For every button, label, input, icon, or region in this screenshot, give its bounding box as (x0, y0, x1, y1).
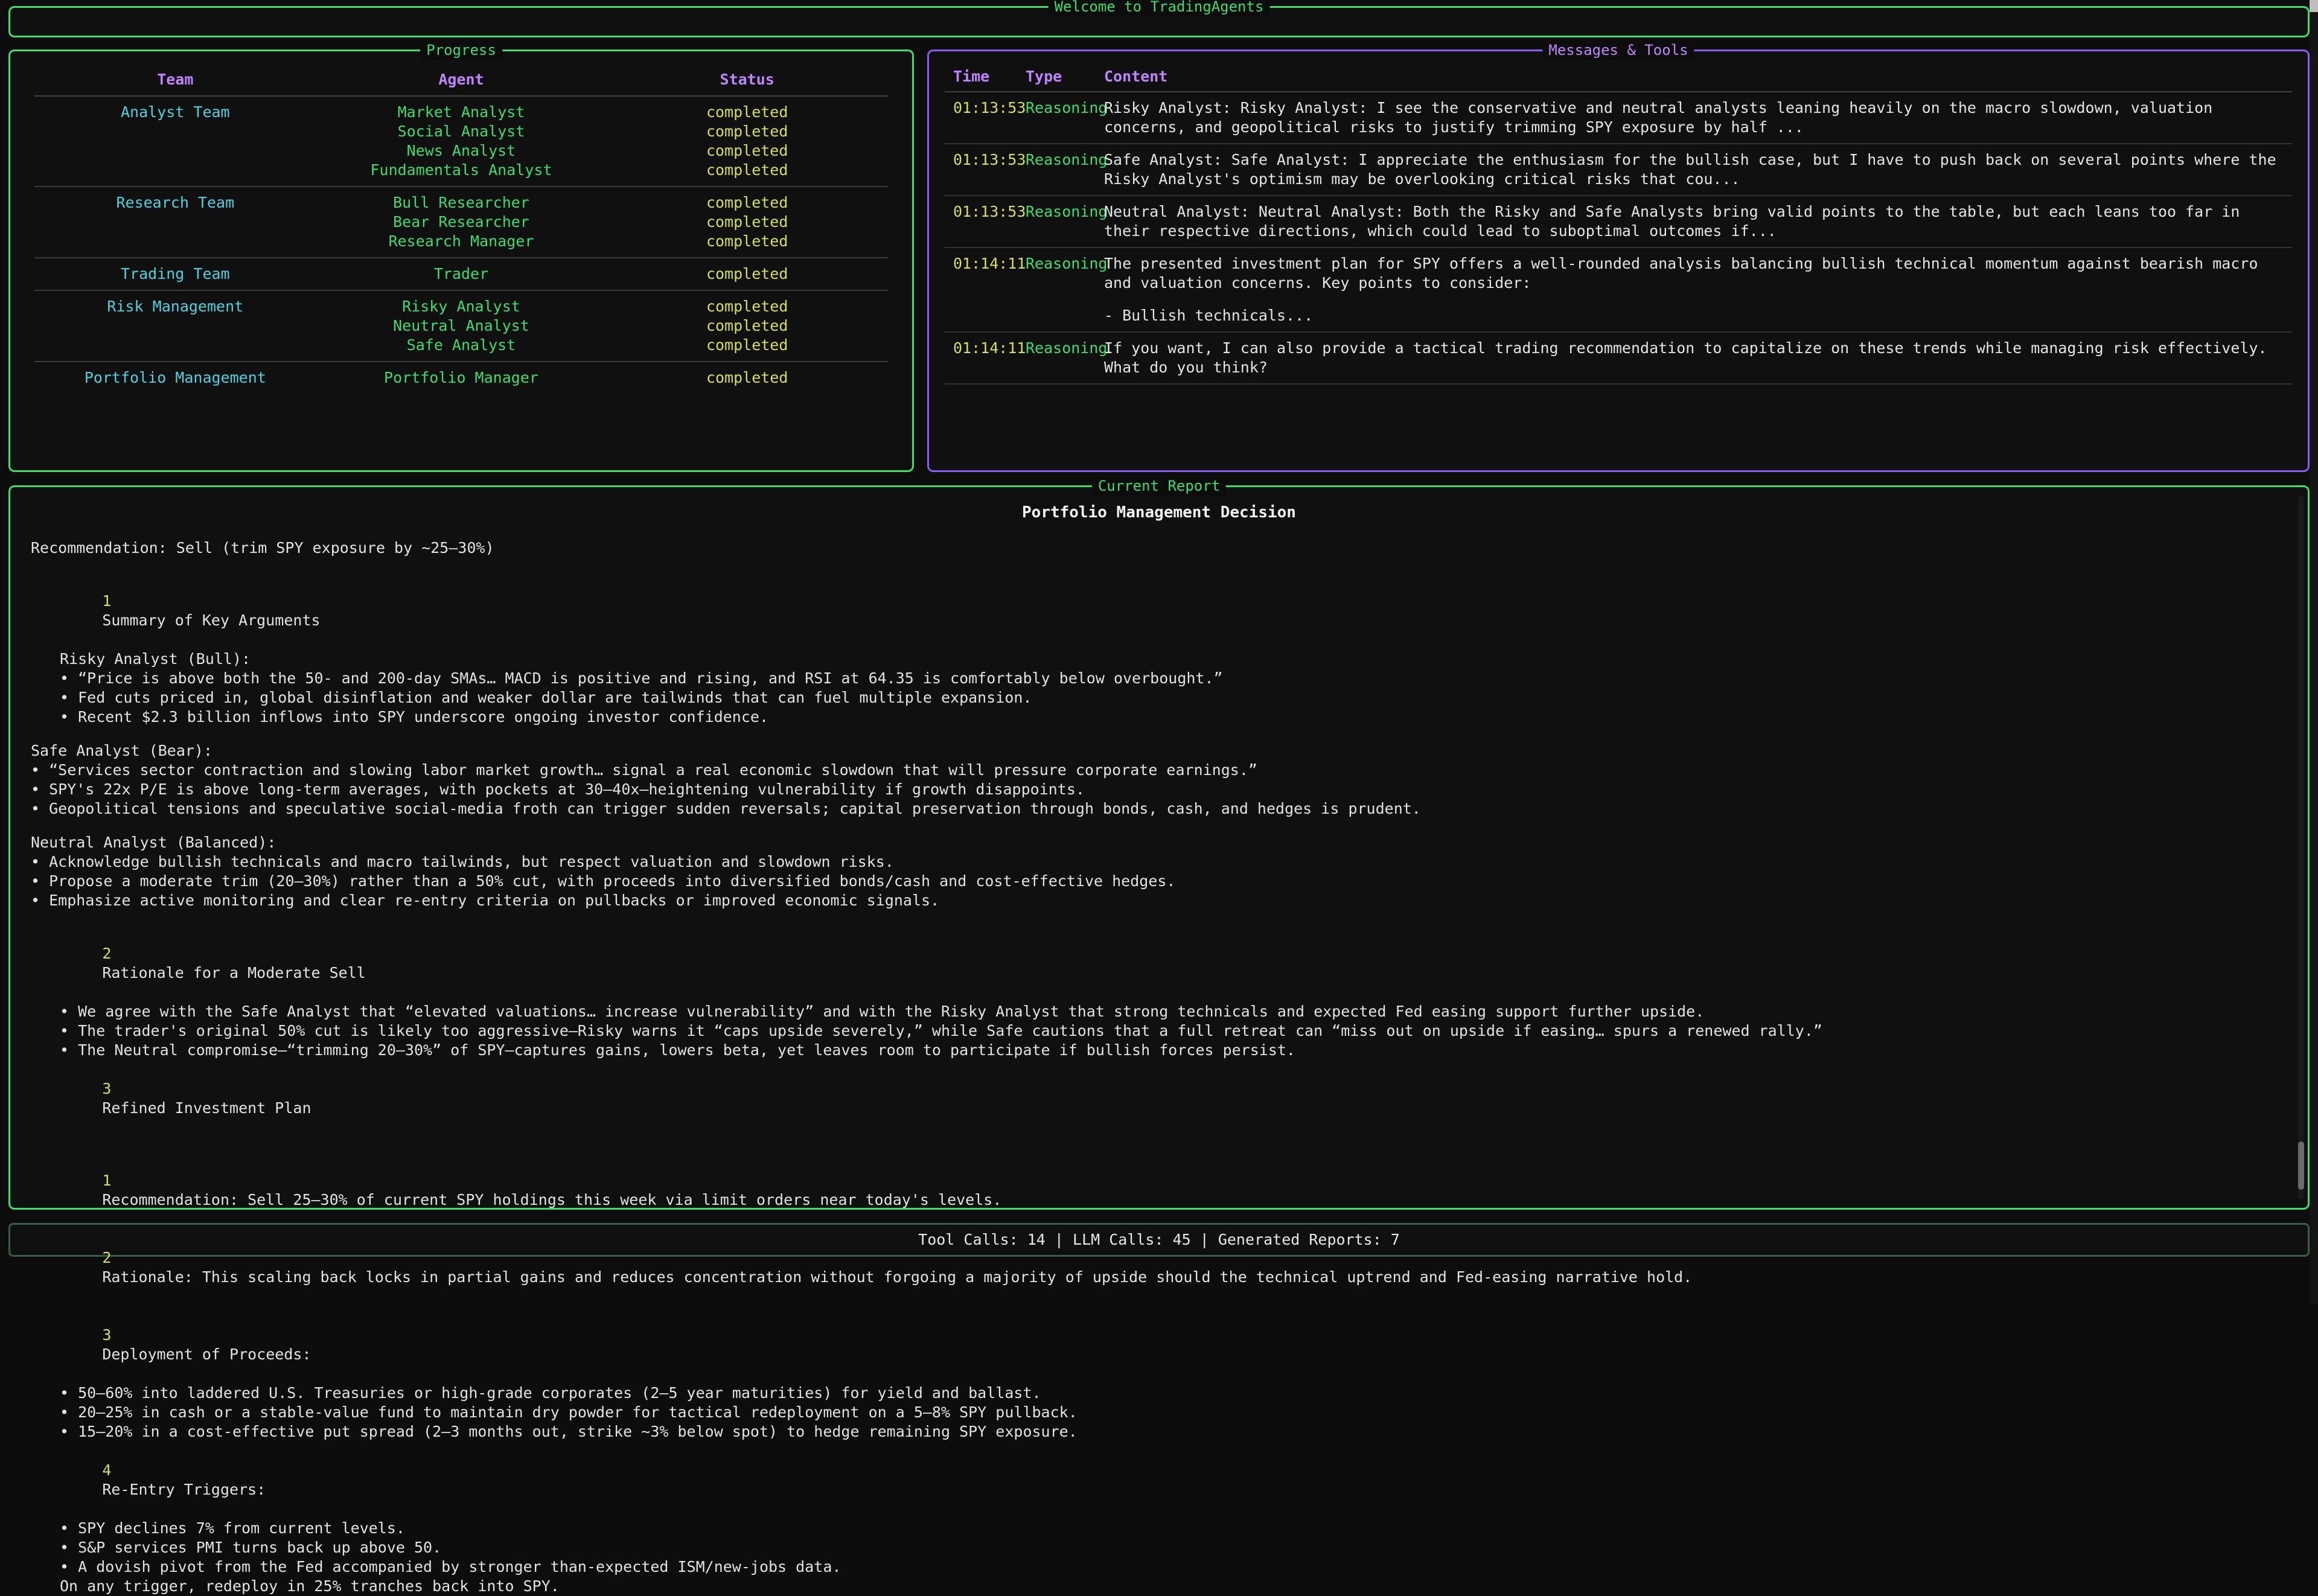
bullet-text: SPY declines 7% from current levels. (78, 1519, 405, 1537)
spacer (31, 1137, 2287, 1152)
report-bullet: • SPY's 22x P/E is above long-term averages, with pockets at 30–40x—heightening vulnerability if growth disappoints. (31, 780, 1085, 799)
status-badge: completed (706, 317, 788, 334)
status-badge: completed (706, 213, 788, 231)
messages-title: Messages & Tools (1542, 41, 1694, 60)
status-bar-text: Tool Calls: 14 | LLM Calls: 45 | Generated Reports: 7 (918, 1231, 1400, 1248)
report-bullet: • Recent $2.3 billion inflows into SPY underscore ongoing investor confidence. (60, 708, 769, 726)
report-bullet: • A dovish pivot from the Fed accompanied by stronger than-expected ISM/new-jobs data. (60, 1558, 841, 1576)
report-plan-item (31, 1152, 2287, 1229)
report-section-heading (31, 925, 2287, 1002)
report-bullet: • Propose a moderate trim (20–30%) rather than a 50% cut, with proceeds into diversified bonds/cash and cost-effective hedges. (31, 872, 1176, 890)
report-bullet: • The Neutral compromise—“trimming 20–30%” of SPY—captures gains, lowers beta, yet leaves room to participate if bullish forces persist. (60, 1041, 1295, 1059)
section-title: Rationale for a Moderate Sell (102, 964, 366, 982)
bullet-text: The trader's original 50% cut is likely too aggressive—Risky warns it “caps upside severely,” while Safe cautions that a full retreat can “miss out on upside if easing… spurs a renewed rally.” (78, 1022, 1822, 1040)
bullet-text: A dovish pivot from the Fed accompanied by stronger than-expected ISM/new-jobs data. (78, 1558, 841, 1576)
message-type: Reasoning (1017, 92, 1096, 144)
report-subheading: Neutral Analyst (Balanced): (31, 834, 276, 852)
agent-name: News Analyst (406, 142, 516, 159)
messages-col-content: Content (1096, 67, 2292, 92)
table-row[interactable] (945, 196, 2292, 247)
message-content-line1: The presented investment plan for SPY offers a well-rounded analysis balancing bullish technical momentum against bearish macro and valuation concerns. Key points to consider: (1104, 255, 2258, 292)
progress-panel (8, 42, 914, 472)
messages-col-time: Time (945, 67, 1017, 92)
message-content: If you want, I can also provide a tactical trading recommendation to capitalize on these trends while managing risk effectively. What do you think? (1096, 332, 2292, 384)
agent-name: Social Analyst (397, 123, 525, 140)
agent-name: Trader (433, 265, 489, 282)
status-badge: completed (706, 232, 788, 250)
table-row[interactable] (945, 332, 2292, 384)
spacer (31, 910, 2287, 925)
message-spacer (1104, 293, 2284, 306)
table-row (34, 362, 888, 394)
plan-text: Recommendation: Sell 25–30% of current SPY holdings this week via limit orders near today's levels. (102, 1191, 1002, 1209)
bullet-text: Propose a moderate trim (20–30%) rather than a 50% cut, with proceeds into diversified bonds/cash and cost-effective hedges. (49, 872, 1176, 890)
spacer (31, 727, 2287, 741)
bullet-text: Geopolitical tensions and speculative social-media froth can trigger sudden reversals; capital preservation through bonds, cash, and hedges is prudent. (49, 800, 1421, 818)
message-content-line2: - Bullish technicals... (1104, 307, 1314, 324)
progress-title: Progress (420, 41, 502, 60)
report-section-heading (31, 1060, 2287, 1137)
progress-content (10, 51, 912, 400)
status-badge: completed (706, 161, 788, 179)
agent-name: Bull Researcher (393, 194, 529, 211)
report-recommendation: Recommendation: Sell (trim SPY exposure by ~25–30%) (31, 539, 494, 557)
report-plan-item (31, 1441, 2287, 1519)
plan-number: 1 (102, 1172, 112, 1190)
progress-body (34, 96, 888, 394)
bullet-text: S&P services PMI turns back up above 50. (78, 1539, 442, 1557)
section-number: 3 (102, 1080, 112, 1098)
report-scrollbar-track[interactable] (2298, 496, 2304, 1199)
bullet-text: 20–25% in cash or a stable-value fund to maintain dry powder for tactical redeployment on a 5–8% SPY pullback. (78, 1403, 1078, 1422)
progress-statuses (606, 187, 888, 258)
bullet-text: “Price is above both the 50- and 200-day SMAs… MACD is positive and rising, and RSI at 64.35 is comfortably below overbought.” (78, 669, 1223, 688)
bullet-text: SPY's 22x P/E is above long-term averages, with pockets at 30–40x—heightening vulnerability if growth disappoints. (49, 780, 1085, 799)
status-badge: completed (706, 194, 788, 211)
report-bullet: • “Price is above both the 50- and 200-day SMAs… MACD is positive and rising, and RSI at 64.35 is comfortably below overbought.” (60, 669, 1223, 688)
progress-table (34, 69, 888, 394)
section-title: Refined Investment Plan (102, 1099, 311, 1117)
report-bullet: • We agree with the Safe Analyst that “elevated valuations… increase vulnerability” and with the Risky Analyst that strong technicals and expected Fed easing support further upside. (60, 1003, 1705, 1021)
message-content: Neutral Analyst: Neutral Analyst: Both the Risky and Safe Analysts bring valid points to the table, but each leans too far in their respective directions, which could lead to suboptimal outcomes if... (1096, 196, 2292, 247)
plan-text: Rationale: This scaling back locks in partial gains and reduces concentration without forgoing a majority of upside should the technical uptrend and Fed-easing narrative hold. (102, 1268, 1693, 1286)
bullet-text: Recent $2.3 billion inflows into SPY underscore ongoing investor confidence. (78, 708, 769, 726)
status-badge: completed (706, 103, 788, 121)
messages-content (929, 51, 2308, 470)
bullet-text: 50–60% into laddered U.S. Treasuries or high-grade corporates (2–5 year maturities) for yield and ballast. (78, 1384, 1041, 1402)
table-row (34, 187, 888, 258)
message-time: 01:13:53 (945, 144, 1017, 196)
message-content: Risky Analyst: Risky Analyst: I see the conservative and neutral analysts leaning heavily on the macro slowdown, valuation concerns, and geopolitical risks to justify trimming SPY exposure by half ... (1096, 92, 2292, 144)
report-bullet: • S&P services PMI turns back up above 50. (60, 1539, 442, 1557)
plan-text: Re-Entry Triggers: (102, 1481, 266, 1499)
report-subheading: Safe Analyst (Bear): (31, 742, 213, 760)
progress-team: Analyst Team (34, 96, 316, 187)
agent-name: Safe Analyst (406, 336, 516, 354)
status-badge: completed (706, 298, 788, 315)
table-row[interactable] (945, 92, 2292, 144)
progress-agents (316, 96, 607, 187)
status-badge: completed (706, 123, 788, 140)
plan-number: 2 (102, 1249, 112, 1267)
bullet-text: Emphasize active monitoring and clear re-entry criteria on pullbacks or improved economic signals. (49, 892, 940, 910)
progress-agents (316, 290, 607, 362)
report-bullet: • Emphasize active monitoring and clear re-entry criteria on pullbacks or improved economic signals. (31, 892, 940, 910)
report-bullet: • 20–25% in cash or a stable-value fund to maintain dry powder for tactical redeployment on a 5–8% SPY pullback. (60, 1403, 1078, 1422)
agent-name: Portfolio Manager (384, 369, 538, 386)
section-number: 1 (102, 592, 112, 610)
progress-team: Research Team (34, 187, 316, 258)
agent-name: Research Manager (388, 232, 534, 250)
agent-name: Fundamentals Analyst (370, 161, 552, 179)
message-time: 01:13:53 (945, 196, 1017, 247)
bullet-text: “Services sector contraction and slowing labor market growth… signal a real economic slowdown that will pressure corporate earnings.” (49, 761, 1257, 779)
message-type: Reasoning (1017, 247, 1096, 332)
progress-agents (316, 362, 607, 394)
report-subheading: Risky Analyst (Bull): (60, 650, 251, 668)
progress-agents (316, 258, 607, 290)
table-row[interactable] (945, 144, 2292, 196)
agent-name: Market Analyst (397, 103, 525, 121)
report-closing: On any trigger, redeploy in 25% tranches back into SPY. (60, 1577, 560, 1595)
report-bullet: • Geopolitical tensions and speculative social-media froth can trigger sudden reversals; capital preservation through bonds, cash, and hedges is prudent. (31, 800, 1421, 818)
messages-body (945, 92, 2292, 384)
progress-statuses (606, 258, 888, 290)
spacer (31, 819, 2287, 833)
report-bullet: • The trader's original 50% cut is likely too aggressive—Risky warns it “caps upside severely,” while Safe cautions that a full retreat can “miss out on upside if easing… spurs a renewed rally.” (60, 1022, 1822, 1040)
report-bullet: • SPY declines 7% from current levels. (60, 1519, 405, 1537)
progress-team: Portfolio Management (84, 369, 266, 386)
section-number: 2 (102, 945, 112, 963)
progress-statuses (606, 96, 888, 187)
message-type: Reasoning (1017, 144, 1096, 196)
progress-statuses (606, 290, 888, 362)
message-type: Reasoning (1017, 196, 1096, 247)
report-bullet: • 15–20% in a cost-effective put spread (2–3 months out, strike ~3% below spot) to hedge remaining SPY exposure. (60, 1423, 1078, 1441)
report-scrollbar-thumb[interactable] (2298, 1141, 2304, 1190)
report-bullet: • Fed cuts priced in, global disinflation and weaker dollar are tailwinds that can fuel multiple expansion. (60, 689, 1032, 707)
report-bullet: • 50–60% into laddered U.S. Treasuries or high-grade corporates (2–5 year maturities) for yield and ballast. (60, 1384, 1041, 1402)
table-row (34, 290, 888, 362)
report-bullet: • “Services sector contraction and slowing labor market growth… signal a real economic slowdown that will pressure corporate earnings.” (31, 761, 1257, 779)
message-content (1096, 247, 2292, 332)
progress-statuses (606, 362, 888, 394)
message-time: 01:14:11 (945, 332, 1017, 384)
plan-text: Deployment of Proceeds: (102, 1345, 311, 1364)
progress-header-row (34, 69, 888, 96)
bullet-text: We agree with the Safe Analyst that “elevated valuations… increase vulnerability” and with the Risky Analyst that strong technicals and expected Fed easing support further upside. (78, 1003, 1705, 1021)
report-bullet: • Acknowledge bullish technicals and macro tailwinds, but respect valuation and slowdown risks. (31, 853, 894, 871)
status-badge: completed (706, 265, 788, 282)
bullet-text: Fed cuts priced in, global disinflation and weaker dollar are tailwinds that can fuel multiple expansion. (78, 689, 1032, 707)
bullet-text: 15–20% in a cost-effective put spread (2–3 months out, strike ~3% below spot) to hedge remaining SPY exposure. (78, 1423, 1078, 1441)
bullet-text: The Neutral compromise—“trimming 20–30%” of SPY—captures gains, lowers beta, yet leaves room to participate if bullish forces persist. (78, 1041, 1295, 1059)
status-badge: completed (706, 369, 788, 386)
current-report-title: Current Report (1092, 477, 1226, 496)
messages-header-row (945, 67, 2292, 92)
table-row (34, 258, 888, 290)
agent-name: Bear Researcher (393, 213, 529, 231)
bullet-text: Acknowledge bullish technicals and macro tailwinds, but respect valuation and slowdown risks. (49, 853, 894, 871)
progress-col-status: Status (606, 69, 888, 96)
table-row[interactable] (945, 247, 2292, 332)
message-type: Reasoning (1017, 332, 1096, 384)
messages-panel (927, 42, 2310, 472)
status-badge: completed (706, 336, 788, 354)
agent-name: Neutral Analyst (393, 317, 529, 334)
window-scrollbar-thumb[interactable] (2310, 0, 2318, 12)
progress-team: Trading Team (34, 258, 316, 290)
message-time: 01:14:11 (945, 247, 1017, 332)
message-time: 01:13:53 (945, 92, 1017, 144)
middle-row (8, 42, 2310, 472)
section-title: Summary of Key Arguments (102, 611, 321, 630)
report-plan-item (31, 1229, 2287, 1306)
report-plan-item (31, 1306, 2287, 1384)
spacer (31, 558, 2287, 572)
progress-team: Risk Management (34, 290, 316, 362)
welcome-panel (8, 0, 2310, 37)
window-scrollbar-track[interactable] (2310, 0, 2318, 1304)
progress-col-agent: Agent (316, 69, 607, 96)
report-heading: Portfolio Management Decision (1022, 503, 1296, 522)
table-row (34, 96, 888, 187)
messages-col-type: Type (1017, 67, 1096, 92)
progress-agents (316, 187, 607, 258)
plan-number: 3 (102, 1326, 112, 1344)
plan-number: 4 (102, 1461, 112, 1479)
progress-col-team: Team (34, 69, 316, 96)
messages-table (945, 67, 2292, 385)
agent-name: Risky Analyst (402, 298, 520, 315)
message-content: Safe Analyst: Safe Analyst: I appreciate the enthusiasm for the bullish case, but I have to push back on several points where the Risky Analyst's optimism may be overlooking critical risks that cou... (1096, 144, 2292, 196)
status-badge: completed (706, 142, 788, 159)
report-section-heading (31, 572, 2287, 650)
welcome-title: Welcome to TradingAgents (1049, 0, 1270, 16)
